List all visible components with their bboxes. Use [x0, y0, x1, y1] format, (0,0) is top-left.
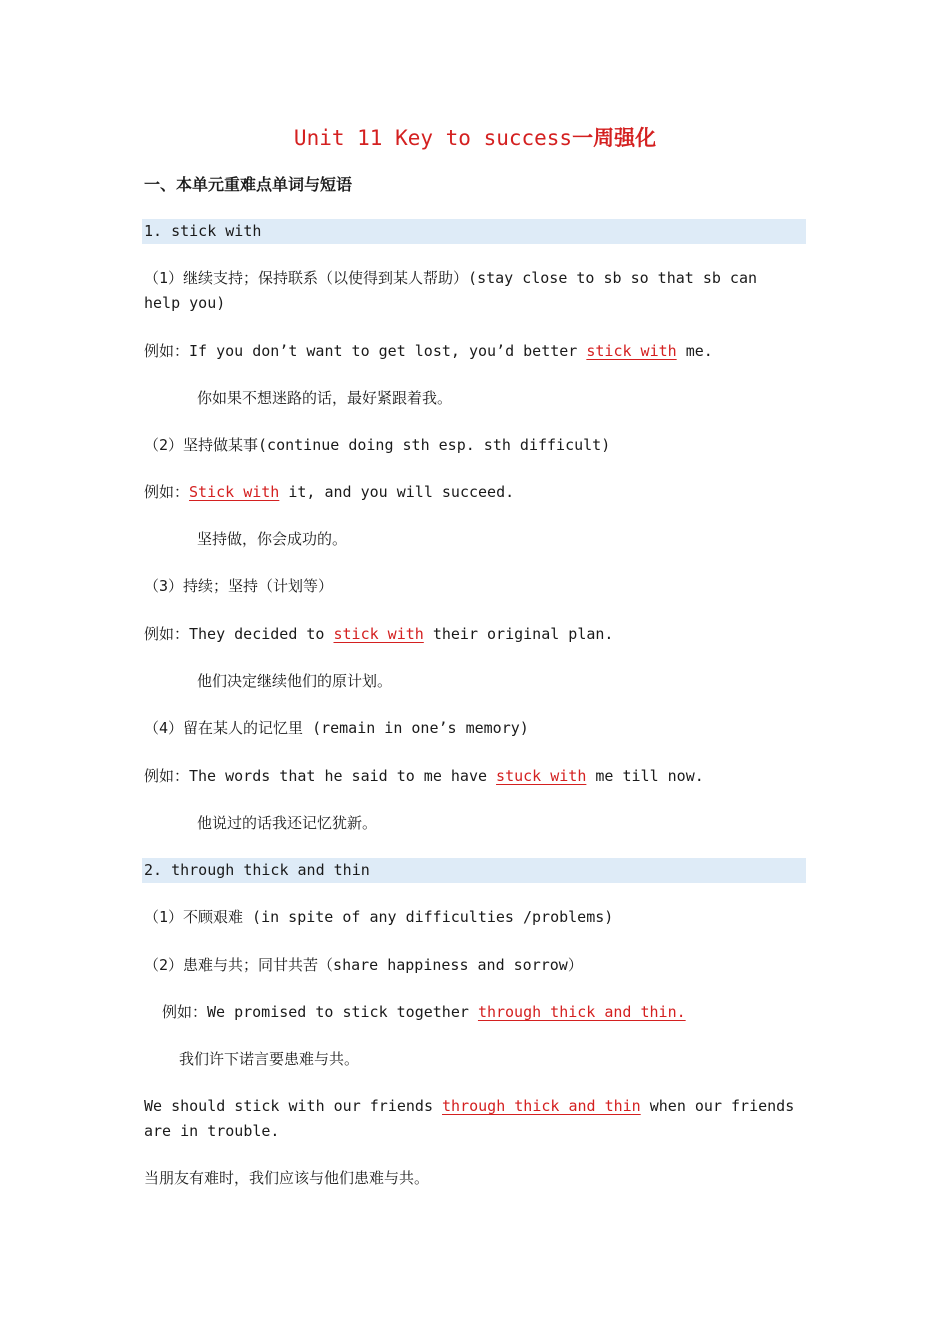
example-4-translation: 他说过的话我还记忆犹新。: [197, 814, 378, 832]
meaning-1: （1）不顾艰难 (in spite of any difficulties /problems): [144, 908, 614, 926]
example-text: 例如：We promised to stick together: [162, 1003, 478, 1021]
meaning-2: （2）患难与共；同甘共苦（share happiness and sorrow）: [144, 956, 583, 974]
example-text: it, and you will succeed.: [279, 483, 515, 501]
example-4: [144, 764, 806, 789]
example-text: me till now.: [586, 767, 704, 785]
meaning-4: （4）留在某人的记忆里 (remain in one’s memory): [144, 719, 529, 737]
phrase-header-stick-with: 1. stick with: [144, 222, 262, 240]
meaning-1-line-2: help you): [144, 294, 226, 312]
page-title: [0, 122, 950, 152]
example-text: their original plan.: [423, 625, 614, 643]
example-3: [144, 622, 806, 647]
highlighted-phrase: stuck with: [496, 767, 587, 785]
example-1-translation: 你如果不想迷路的话，最好紧跟着我。: [197, 389, 453, 407]
example-3-translation: 他们决定继续他们的原计划。: [197, 672, 393, 690]
phrase-header-through-thick-and-thin: 2. through thick and thin: [144, 861, 370, 879]
example-text: me.: [676, 342, 713, 360]
highlighted-phrase: through thick and thin: [442, 1097, 641, 1115]
example-text: 例如：If you don’t want to get lost, you’d better: [144, 342, 587, 360]
meaning-1-line-1: （1）继续支持；保持联系（以使得到某人帮助）(stay close to sb so that sb can: [144, 269, 758, 287]
example-text: 例如：: [144, 483, 190, 501]
example-text: when our friends: [640, 1097, 795, 1115]
example-text: 例如：The words that he said to me have: [144, 767, 497, 785]
example-1-translation: 我们许下诺言要患难与共。: [179, 1050, 360, 1068]
highlighted-phrase: Stick with: [189, 483, 280, 501]
example-2-line-2: are in trouble.: [144, 1122, 280, 1140]
example-text: We should stick with our friends: [144, 1097, 443, 1115]
highlighted-phrase: through thick and thin.: [477, 1003, 686, 1021]
highlighted-phrase: stick with: [586, 342, 677, 360]
meaning-2: （2）坚持做某事(continue doing sth esp. sth difficult): [144, 436, 611, 454]
section-heading: 一、本单元重难点单词与短语: [144, 175, 353, 194]
example-text: 例如：They decided to: [144, 625, 334, 643]
example-2: [144, 1094, 806, 1119]
example-2-translation: 坚持做，你会成功的。: [197, 530, 348, 548]
highlighted-phrase: stick with: [333, 625, 424, 643]
title-chinese: 一周强化: [572, 126, 657, 150]
example-2: [144, 480, 806, 505]
example-1: [144, 339, 806, 364]
example-1: [162, 1000, 824, 1025]
title-english: Unit 11 Key to success: [293, 126, 573, 150]
example-2-translation: 当朋友有难时，我们应该与他们患难与共。: [144, 1169, 430, 1187]
meaning-3: （3）持续；坚持（计划等）: [144, 577, 334, 595]
